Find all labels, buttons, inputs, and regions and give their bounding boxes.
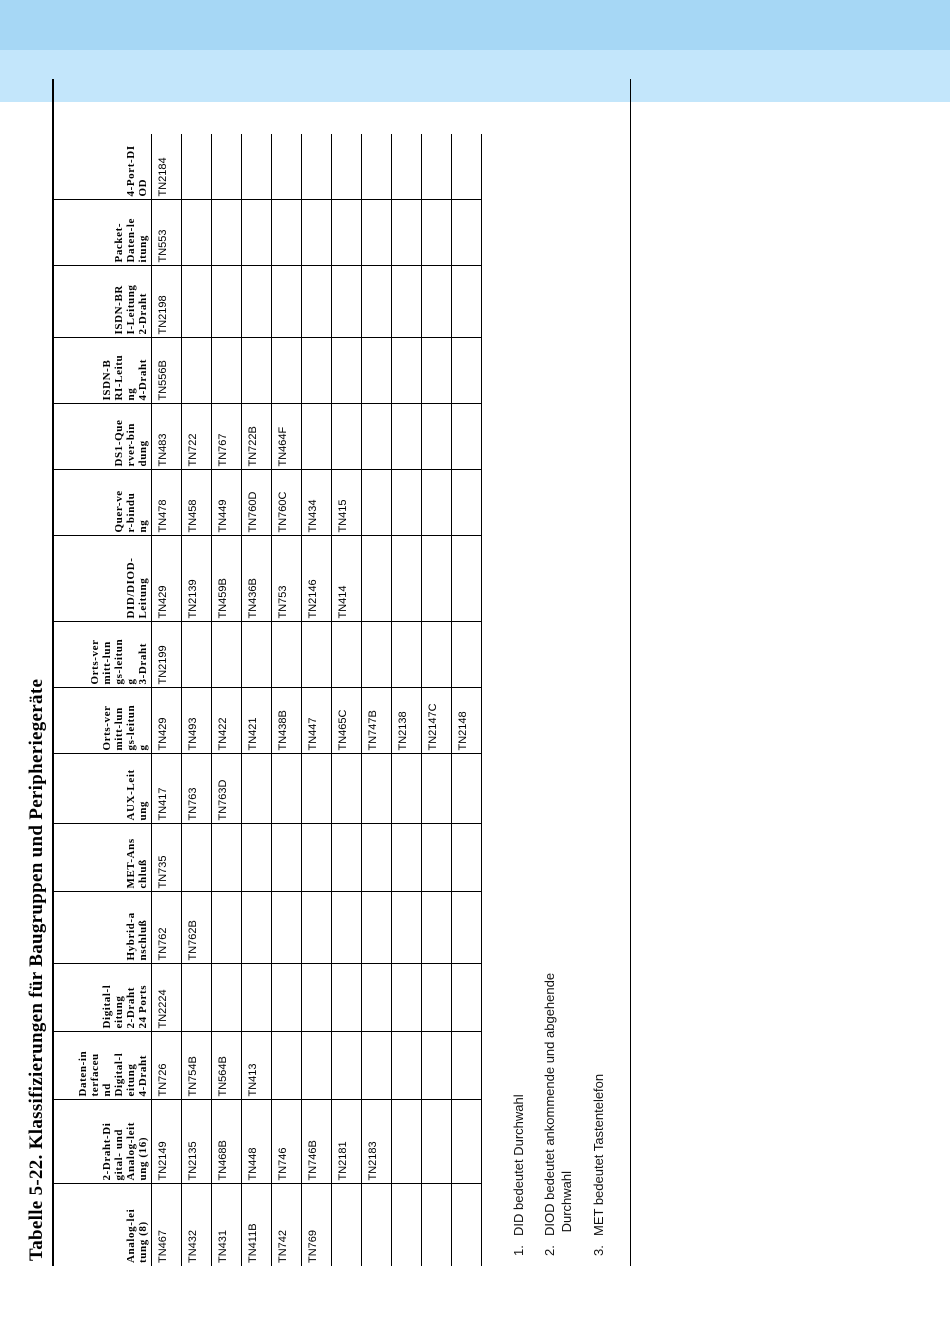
footnote-number: 2.	[542, 1245, 557, 1256]
table-cell: TN2224	[152, 964, 182, 1032]
table-cell	[362, 824, 392, 892]
table-cell	[362, 622, 392, 688]
table-row	[392, 134, 422, 1266]
table-cell	[362, 338, 392, 404]
table-cell	[272, 622, 302, 688]
bottom-rule	[630, 79, 631, 1266]
table-cell: TN438B	[272, 688, 302, 754]
table-cell	[422, 824, 452, 892]
table-cell: TN746B	[302, 1100, 332, 1184]
table-row	[452, 134, 482, 1266]
table-cell: TN2198	[152, 266, 182, 338]
table-cell: TN2138	[392, 688, 422, 754]
table-cell	[362, 754, 392, 824]
header-row	[53, 134, 152, 1266]
table-cell	[452, 1184, 482, 1266]
table-cell	[242, 338, 272, 404]
table-cell	[452, 1100, 482, 1184]
table-cell	[302, 200, 332, 266]
table-cell	[302, 1032, 332, 1100]
table-cell	[422, 892, 452, 964]
table-cell	[212, 892, 242, 964]
table-cell: TN2139	[182, 536, 212, 622]
header-cell: Daten-in terfaceu nd Digital-l eitung 4-Draht	[53, 1032, 152, 1100]
table-cell: TN417	[152, 754, 182, 824]
table-cell: TN2181	[332, 1100, 362, 1184]
table-cell	[212, 134, 242, 200]
table-cell	[392, 754, 422, 824]
table-cell	[302, 622, 332, 688]
table-cell: TN754B	[182, 1032, 212, 1100]
table-cell: TN436B	[242, 536, 272, 622]
table-cell	[392, 266, 422, 338]
table-cell	[242, 134, 272, 200]
table-cell	[452, 824, 482, 892]
table-cell	[452, 964, 482, 1032]
header-cell: Analog-lei tung (8)	[53, 1184, 152, 1266]
table-cell	[392, 536, 422, 622]
table-cell	[212, 964, 242, 1032]
table-cell	[422, 200, 452, 266]
table-cell	[452, 404, 482, 470]
table-cell	[332, 338, 362, 404]
table-cell: TN2199	[152, 622, 182, 688]
table-cell	[272, 964, 302, 1032]
table-cell	[242, 754, 272, 824]
table-cell: TN478	[152, 470, 182, 536]
table-cell	[452, 200, 482, 266]
table-cell	[302, 824, 332, 892]
table-cell: TN556B	[152, 338, 182, 404]
table-cell: TN2149	[152, 1100, 182, 1184]
table-cell: TN459B	[212, 536, 242, 622]
table-cell: TN742	[272, 1184, 302, 1266]
table-row	[422, 134, 452, 1266]
table-cell	[392, 1032, 422, 1100]
header-cell: Orts-ver mitt-lun gs-leitun g 3-Draht	[53, 622, 152, 688]
table-cell	[302, 338, 332, 404]
table-cell: TN760D	[242, 470, 272, 536]
table-cell	[362, 470, 392, 536]
table-cell	[242, 266, 272, 338]
table-cell: TN722B	[242, 404, 272, 470]
table-cell	[422, 470, 452, 536]
table-cell	[392, 1100, 422, 1184]
rotated-page-content	[0, 79, 640, 1339]
table-cell	[272, 338, 302, 404]
table-cell: TN564B	[212, 1032, 242, 1100]
table-cell	[362, 404, 392, 470]
table-cell	[452, 754, 482, 824]
table-cell: TN769	[302, 1184, 332, 1266]
table-cell	[302, 754, 332, 824]
table-row	[152, 134, 182, 1266]
header-cell: AUX-Leit ung	[53, 754, 152, 824]
table-cell	[212, 824, 242, 892]
table-cell: TN493	[182, 688, 212, 754]
table-cell	[362, 134, 392, 200]
footnote-text: DID bedeutet Durchwahl	[511, 1094, 526, 1236]
table-cell	[392, 622, 422, 688]
table-cell: TN447	[302, 688, 332, 754]
table-cell: TN429	[152, 536, 182, 622]
table-cell: TN431	[212, 1184, 242, 1266]
table-cell	[302, 964, 332, 1032]
table-cell	[332, 404, 362, 470]
table-row	[242, 134, 272, 1266]
table-cell	[272, 200, 302, 266]
table-cell	[272, 754, 302, 824]
table-cell: TN746	[272, 1100, 302, 1184]
table-cell	[242, 824, 272, 892]
table-row	[302, 134, 332, 1266]
table-cell	[422, 1100, 452, 1184]
table-cell	[362, 1032, 392, 1100]
table-cell	[392, 200, 422, 266]
table-row	[362, 134, 392, 1266]
table-cell	[242, 892, 272, 964]
table-cell	[212, 622, 242, 688]
table-cell: TN763D	[212, 754, 242, 824]
classification-table	[53, 134, 482, 1266]
table-cell: TN411B	[242, 1184, 272, 1266]
table-cell: TN2184	[152, 134, 182, 200]
table-cell	[332, 134, 362, 200]
table-cell	[422, 964, 452, 1032]
table-cell	[182, 134, 212, 200]
table-cell	[362, 200, 392, 266]
table-cell: TN762B	[182, 892, 212, 964]
header-cell: Orts-ver mitt-lun gs-leitun g	[53, 688, 152, 754]
table-cell	[212, 266, 242, 338]
table-cell	[302, 134, 332, 200]
table-cell	[332, 892, 362, 964]
table-cell	[362, 1184, 392, 1266]
table-cell	[212, 200, 242, 266]
table-cell: TN448	[242, 1100, 272, 1184]
table-cell: TN2146	[302, 536, 332, 622]
table-cell: TN414	[332, 536, 362, 622]
header-cell: MET-Ans chluß	[53, 824, 152, 892]
table-cell	[182, 622, 212, 688]
table-cell	[332, 754, 362, 824]
table-cell	[422, 1032, 452, 1100]
table-cell: TN735	[152, 824, 182, 892]
table-cell: TN422	[212, 688, 242, 754]
table-cell	[182, 266, 212, 338]
table-cell	[452, 536, 482, 622]
table-cell	[452, 470, 482, 536]
table-cell	[242, 200, 272, 266]
table-cell: TN449	[212, 470, 242, 536]
header-cell: Packet- Daten-le itung	[53, 200, 152, 266]
table-cell: TN2183	[362, 1100, 392, 1184]
table-cell	[392, 338, 422, 404]
table-cell	[302, 892, 332, 964]
table-cell: TN2147C	[422, 688, 452, 754]
table-row	[212, 134, 242, 1266]
table-cell: TN2148	[452, 688, 482, 754]
table-cell: TN465C	[332, 688, 362, 754]
table-cell	[182, 964, 212, 1032]
table-cell	[422, 404, 452, 470]
table-cell	[332, 1032, 362, 1100]
table-cell	[182, 200, 212, 266]
table-cell	[422, 266, 452, 338]
table-cell: TN413	[242, 1032, 272, 1100]
table-cell: TN467	[152, 1184, 182, 1266]
table-cell: TN763	[182, 754, 212, 824]
table-cell	[212, 338, 242, 404]
table-cell	[272, 1032, 302, 1100]
table-row	[332, 134, 362, 1266]
table-cell	[422, 754, 452, 824]
header-cell: Digital-l eitung 2-Draht 24 Ports	[53, 964, 152, 1032]
table-cell	[452, 622, 482, 688]
table-cell	[392, 824, 422, 892]
header-cell: DID/DIOD- Leitung	[53, 536, 152, 622]
table-cell	[392, 134, 422, 200]
header-cell: DS1-Que rver-bin dung	[53, 404, 152, 470]
table-cell	[332, 824, 362, 892]
table-cell: TN767	[212, 404, 242, 470]
header-band-top	[0, 0, 950, 50]
table-cell	[272, 824, 302, 892]
footnote-number: 1.	[511, 1245, 526, 1256]
table-cell	[362, 266, 392, 338]
table-body	[152, 134, 482, 1266]
table-cell	[182, 824, 212, 892]
table-cell	[242, 622, 272, 688]
table-cell	[302, 266, 332, 338]
table-cell	[302, 404, 332, 470]
table-cell	[332, 200, 362, 266]
table-cell	[392, 1184, 422, 1266]
table-cell: TN415	[332, 470, 362, 536]
table-cell	[362, 892, 392, 964]
table-cell: TN468B	[212, 1100, 242, 1184]
table-cell	[392, 964, 422, 1032]
table-cell: TN432	[182, 1184, 212, 1266]
table-cell: TN458	[182, 470, 212, 536]
table-cell	[452, 1032, 482, 1100]
table-cell	[452, 134, 482, 200]
table-title: Tabelle 5-22. Klassifizierungen für Baugruppen und Peripheriegeräte	[26, 678, 47, 1261]
table-cell: TN421	[242, 688, 272, 754]
table-cell	[422, 536, 452, 622]
table-cell	[392, 404, 422, 470]
table-cell	[362, 536, 392, 622]
header-cell: Hybrid-a nschluß	[53, 892, 152, 964]
table-cell	[272, 134, 302, 200]
table-cell: TN553	[152, 200, 182, 266]
table-cell: TN726	[152, 1032, 182, 1100]
table-cell: TN464F	[272, 404, 302, 470]
header-cell: Quer-ve r-bindu ng	[53, 470, 152, 536]
table-cell	[452, 338, 482, 404]
table-cell	[452, 266, 482, 338]
table-cell	[362, 964, 392, 1032]
table-cell: TN722	[182, 404, 212, 470]
table-cell: TN434	[302, 470, 332, 536]
table-cell	[392, 892, 422, 964]
footnote-text: MET bedeutet Tastentelefon	[591, 1073, 606, 1236]
footnote-number: 3.	[591, 1245, 606, 1256]
table-row	[182, 134, 212, 1266]
table-cell: TN753	[272, 536, 302, 622]
table-cell	[422, 338, 452, 404]
header-cell: 2-Draht-Di gital- und Analog-leit ung (16)	[53, 1100, 152, 1184]
table-cell	[332, 266, 362, 338]
footnote-text: DIOD bedeutet ankommende und abgehende Durchwahl	[542, 972, 574, 1236]
header-cell: 4-Port-DI OD	[53, 134, 152, 200]
header-cell: ISDN-BR I-Leitung 2-Draht	[53, 266, 152, 338]
table-cell: TN747B	[362, 688, 392, 754]
table-row	[272, 134, 302, 1266]
table-cell	[332, 622, 362, 688]
header-cell: ISDN-B RI-Leitu ng 4-Draht	[53, 338, 152, 404]
table-cell	[452, 892, 482, 964]
table-cell	[392, 470, 422, 536]
table-cell	[332, 1184, 362, 1266]
table-cell: TN760C	[272, 470, 302, 536]
table-cell: TN429	[152, 688, 182, 754]
table-cell	[422, 622, 452, 688]
table-cell	[422, 134, 452, 200]
table-cell	[242, 964, 272, 1032]
table-cell: TN762	[152, 892, 182, 964]
table-cell: TN483	[152, 404, 182, 470]
table-cell	[332, 964, 362, 1032]
table-cell: TN2135	[182, 1100, 212, 1184]
table-cell	[272, 266, 302, 338]
table-cell	[182, 338, 212, 404]
table-cell	[272, 892, 302, 964]
table-cell	[422, 1184, 452, 1266]
